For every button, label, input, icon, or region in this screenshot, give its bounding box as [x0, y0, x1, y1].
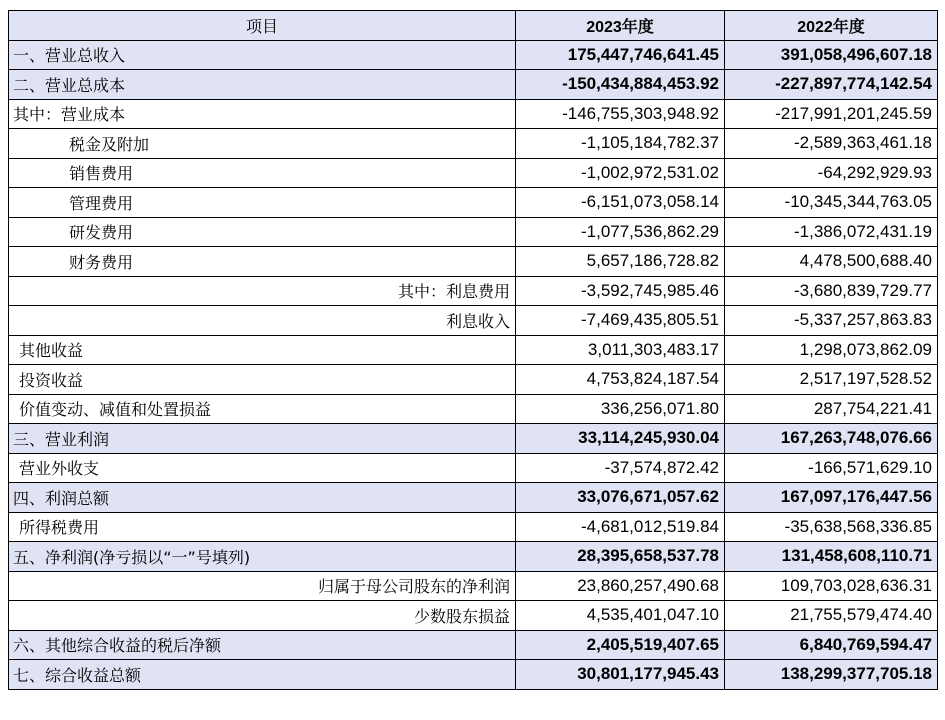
table-row	[9, 394, 938, 424]
value-2023: 5,657,186,728.82	[516, 247, 725, 277]
header-row	[9, 11, 938, 41]
value-2022: -217,991,201,245.59	[725, 99, 938, 129]
value-2023: 2,405,519,407.65	[516, 630, 725, 660]
table-row	[9, 70, 938, 100]
value-2023: 175,447,746,641.45	[516, 40, 725, 70]
row-label: 财务费用	[9, 247, 516, 277]
table-row	[9, 188, 938, 218]
row-label: 一、营业总收入	[9, 40, 516, 70]
table-row	[9, 483, 938, 513]
row-label: 管理费用	[9, 188, 516, 218]
table-row	[9, 99, 938, 129]
value-2022: 138,299,377,705.18	[725, 660, 938, 690]
row-label: 二、营业总成本	[9, 70, 516, 100]
value-2022: 109,703,028,636.31	[725, 571, 938, 601]
value-2023: -150,434,884,453.92	[516, 70, 725, 100]
value-2022: 167,263,748,076.66	[725, 424, 938, 454]
table-row	[9, 40, 938, 70]
value-2023: 28,395,658,537.78	[516, 542, 725, 572]
row-label: 投资收益	[9, 365, 516, 395]
value-2023: 336,256,071.80	[516, 394, 725, 424]
table-row	[9, 276, 938, 306]
row-label: 归属于母公司股东的净利润	[9, 571, 516, 601]
value-2023: -146,755,303,948.92	[516, 99, 725, 129]
table-row	[9, 453, 938, 483]
row-label: 其中：利息费用	[9, 276, 516, 306]
value-2022: 167,097,176,447.56	[725, 483, 938, 513]
table-row	[9, 365, 938, 395]
value-2022: 6,840,769,594.47	[725, 630, 938, 660]
value-2022: -3,680,839,729.77	[725, 276, 938, 306]
value-2022: 391,058,496,607.18	[725, 40, 938, 70]
row-label: 所得税费用	[9, 512, 516, 542]
value-2023: -37,574,872.42	[516, 453, 725, 483]
value-2022: 21,755,579,474.40	[725, 601, 938, 631]
value-2022: -35,638,568,336.85	[725, 512, 938, 542]
value-2022: -64,292,929.93	[725, 158, 938, 188]
header-item: 项目	[9, 11, 516, 41]
row-label: 研发费用	[9, 217, 516, 247]
table-row	[9, 247, 938, 277]
value-2023: -1,002,972,531.02	[516, 158, 725, 188]
value-2022: -10,345,344,763.05	[725, 188, 938, 218]
table-row	[9, 335, 938, 365]
value-2023: -3,592,745,985.46	[516, 276, 725, 306]
table-row	[9, 424, 938, 454]
row-label: 三、营业利润	[9, 424, 516, 454]
value-2022: 287,754,221.41	[725, 394, 938, 424]
value-2023: -1,077,536,862.29	[516, 217, 725, 247]
table-row	[9, 158, 938, 188]
value-2022: -5,337,257,863.83	[725, 306, 938, 336]
row-label: 销售费用	[9, 158, 516, 188]
value-2022: 2,517,197,528.52	[725, 365, 938, 395]
table-row	[9, 630, 938, 660]
value-2022: 131,458,608,110.71	[725, 542, 938, 572]
table-row	[9, 217, 938, 247]
table-row	[9, 129, 938, 159]
header-year-2023: 2023年度	[516, 11, 725, 41]
table-row	[9, 571, 938, 601]
value-2023: -4,681,012,519.84	[516, 512, 725, 542]
row-label: 营业外收支	[9, 453, 516, 483]
row-label: 少数股东损益	[9, 601, 516, 631]
row-label: 四、利润总额	[9, 483, 516, 513]
row-label: 其他收益	[9, 335, 516, 365]
value-2023: -7,469,435,805.51	[516, 306, 725, 336]
table-row	[9, 512, 938, 542]
value-2022: 4,478,500,688.40	[725, 247, 938, 277]
income-statement-table	[8, 10, 938, 690]
row-label: 利息收入	[9, 306, 516, 336]
value-2023: 23,860,257,490.68	[516, 571, 725, 601]
table-row	[9, 306, 938, 336]
value-2023: 4,535,401,047.10	[516, 601, 725, 631]
value-2022: -2,589,363,461.18	[725, 129, 938, 159]
value-2023: -1,105,184,782.37	[516, 129, 725, 159]
row-label: 六、其他综合收益的税后净额	[9, 630, 516, 660]
value-2022: -1,386,072,431.19	[725, 217, 938, 247]
value-2022: -227,897,774,142.54	[725, 70, 938, 100]
value-2023: 33,076,671,057.62	[516, 483, 725, 513]
value-2022: 1,298,073,862.09	[725, 335, 938, 365]
value-2022: -166,571,629.10	[725, 453, 938, 483]
table-row	[9, 601, 938, 631]
value-2023: 3,011,303,483.17	[516, 335, 725, 365]
value-2023: 33,114,245,930.04	[516, 424, 725, 454]
value-2023: -6,151,073,058.14	[516, 188, 725, 218]
row-label: 其中：营业成本	[9, 99, 516, 129]
value-2023: 4,753,824,187.54	[516, 365, 725, 395]
row-label: 税金及附加	[9, 129, 516, 159]
header-year-2022: 2022年度	[725, 11, 938, 41]
table-row	[9, 542, 938, 572]
row-label: 五、净利润(净亏损以“一”号填列)	[9, 542, 516, 572]
value-2023: 30,801,177,945.43	[516, 660, 725, 690]
row-label: 价值变动、减值和处置损益	[9, 394, 516, 424]
row-label: 七、综合收益总额	[9, 660, 516, 690]
table-row	[9, 660, 938, 690]
